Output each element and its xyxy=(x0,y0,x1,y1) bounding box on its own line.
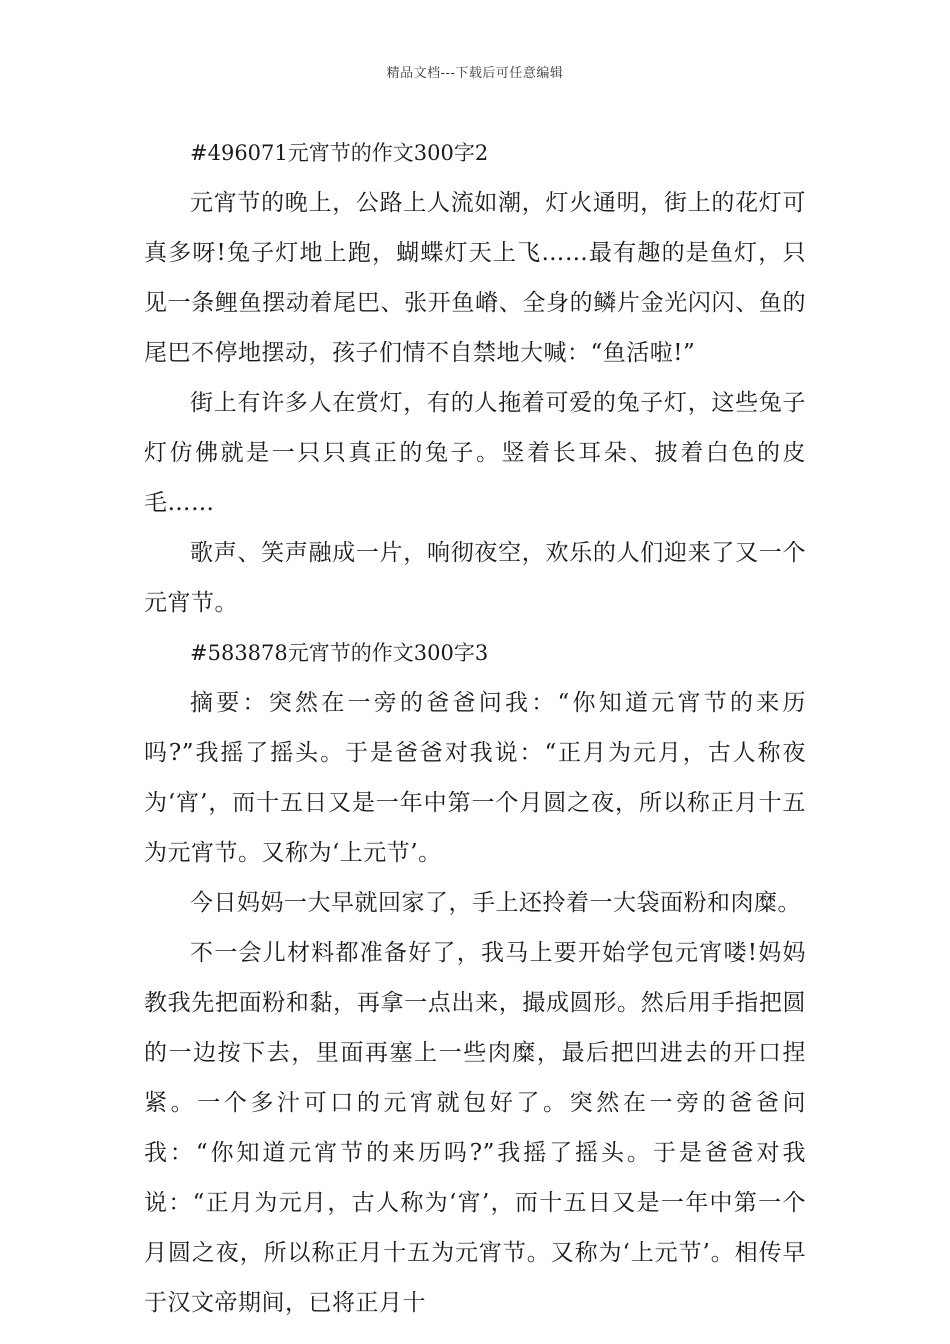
essay-heading: #496071元宵节的作文300字2 xyxy=(190,141,489,165)
document-body xyxy=(144,128,806,1328)
paragraph: 今日妈妈一大早就回家了，手上还拎着一大袋面粉和肉糜。 xyxy=(190,890,801,916)
page-header: 精品文档---下载后可任意编辑 xyxy=(386,66,564,81)
paragraph: 元宵节的晚上，公路上人流如潮，灯火通明，街上的花灯可真多呀!兔子灯地上跑，蝴蝶灯天上飞……最有趣的是鱼灯，只见一条鲤鱼摆动着尾巴、张开鱼嵴、全身的鳞片金光闪闪、鱼的尾巴不停地摆动，孩子们情不自禁地大喊：“鱼活啦!” xyxy=(144,190,806,366)
essay-heading: #583878元宵节的作文300字3 xyxy=(190,641,489,665)
paragraph: 歌声、笑声融成一片，响彻夜空，欢乐的人们迎来了又一个元宵节。 xyxy=(144,540,806,616)
paragraph: 摘要：突然在一旁的爸爸问我：“你知道元宵节的来历吗?”我摇了摇头。于是爸爸对我说：“正月为元月，古人称夜为‘宵’，而十五日又是一年中第一个月圆之夜，所以称正月十五为元宵节。又称为‘上元节’。 xyxy=(144,690,806,866)
paragraph: 街上有许多人在赏灯，有的人拖着可爱的兔子灯，这些兔子灯仿佛就是一只只真正的兔子。竖着长耳朵、披着白色的皮毛…… xyxy=(144,390,806,516)
paragraph: 不一会儿材料都准备好了，我马上要开始学包元宵喽!妈妈教我先把面粉和黏，再拿一点出来，撮成圆形。然后用手指把圆的一边按下去，里面再塞上一些肉糜，最后把凹进去的开口捏紧。一个多汁可口的元宵就包好了。突然在一旁的爸爸问我：“你知道元宵节的来历吗?”我摇了摇头。于是爸爸对我说：“正月为元月，古人称为‘宵’，而十五日又是一年中第一个月圆之夜，所以称正月十五为元宵节。又称为‘上元节’。相传早于汉文帝期间，已将正月十 xyxy=(144,940,806,1316)
